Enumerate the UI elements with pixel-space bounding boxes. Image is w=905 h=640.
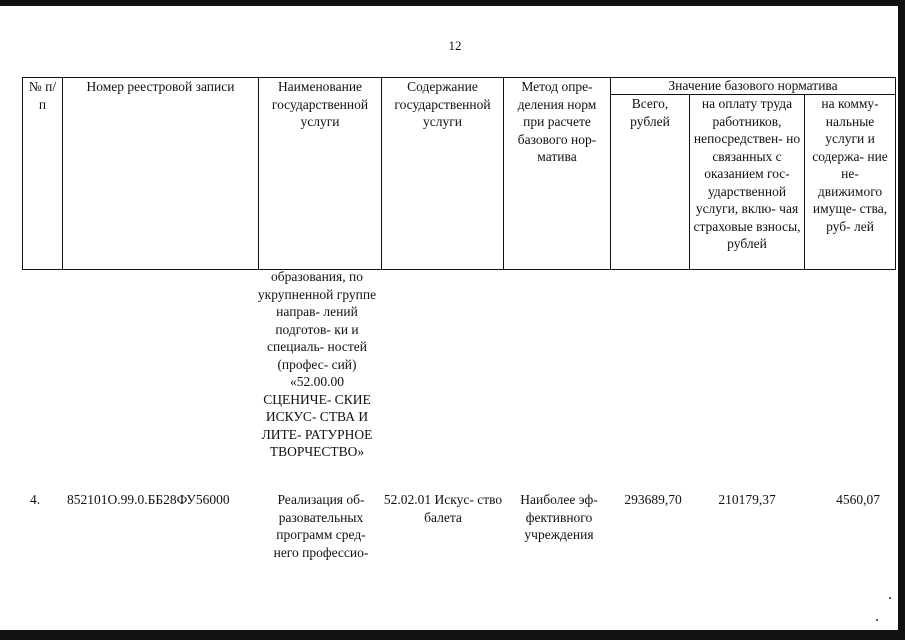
row-num: 4. — [30, 492, 41, 507]
scan-right-edge — [898, 0, 905, 640]
header-utilities: на комму- нальные услуги и содержа- ние не- движимого имуще- ства, руб- лей — [805, 95, 896, 270]
scan-speck — [876, 619, 878, 621]
header-registry: Номер реестровой записи — [63, 78, 259, 270]
header-method: Метод опре- деления норм при расчете базового нор- матива — [504, 78, 611, 270]
header-total: Всего, рублей — [611, 95, 690, 270]
row-method: Наиболее эф- фективного учреждения — [520, 492, 598, 542]
row-registry: 852101О.99.0.ББ28ФУ56000 — [67, 492, 230, 507]
header-labor: на оплату труда работников, непосредствен- но связанных с оказанием гос- ударственной услуги, вклю- чая страховые взносы, рублей — [690, 95, 805, 270]
row-labor: 210179,37 — [718, 492, 776, 507]
header-content: Содержание государственной услуги — [382, 78, 504, 270]
row-service-name: Реализация об- разовательных программ сред- него профессио- — [273, 492, 369, 560]
header-service-name: Наименование государственной услуги — [259, 78, 382, 270]
scan-top-edge — [0, 0, 905, 6]
row-utilities: 4560,07 — [836, 492, 880, 507]
header-base-normative: Значение базового норматива — [611, 78, 896, 95]
header-num: № п/п — [23, 78, 63, 270]
row-total: 293689,70 — [624, 492, 682, 507]
scan-speck — [889, 597, 891, 599]
normative-table-header — [22, 77, 896, 270]
continued-service-name: образования, по укрупненной группе направ- лений подготов- ки и специаль- ностей (профес- сий) «52.00.00 СЦЕНИЧЕ- СКИЕ ИСКУС- СТВА И ЛИТЕ- РАТУРНОЕ ТВОРЧЕСТВО» — [257, 269, 377, 459]
scan-bottom-edge — [0, 630, 905, 640]
page-number: 12 — [448, 38, 462, 53]
row-content: 52.02.01 Искус- ство балета — [383, 492, 503, 525]
